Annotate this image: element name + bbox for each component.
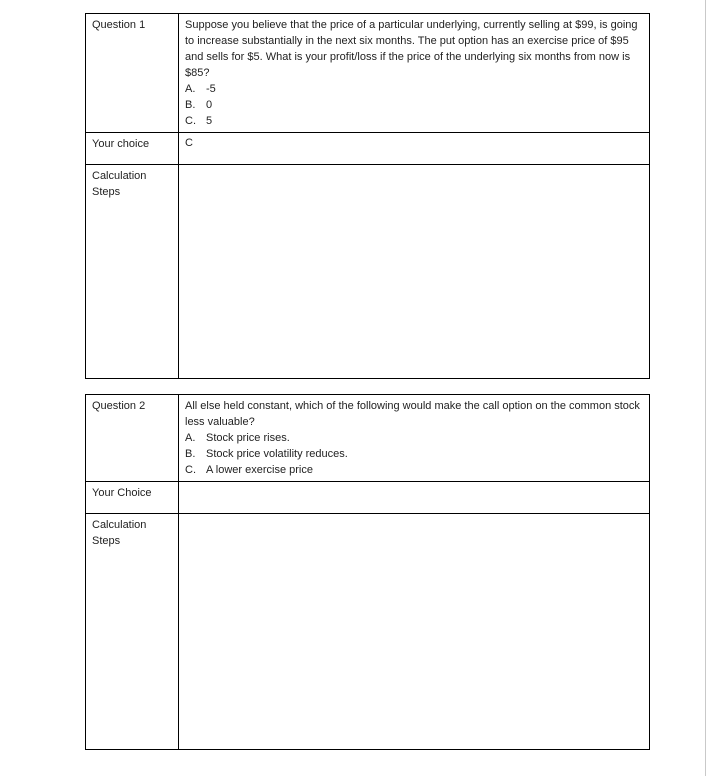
question-body <box>179 395 650 482</box>
option-letter: A. <box>185 432 196 444</box>
option-letter: B. <box>185 448 196 460</box>
choice-answer: C <box>185 137 193 149</box>
option-text: A lower exercise price <box>206 464 313 476</box>
choice-row <box>86 133 650 165</box>
steps-answer-cell[interactable] <box>179 514 650 750</box>
choice-label: Your Choice <box>86 482 179 514</box>
page-edge-line <box>705 0 706 776</box>
option-b <box>185 97 643 113</box>
option-letter: B. <box>185 99 196 111</box>
question-2-table <box>85 394 650 750</box>
question-row <box>86 395 650 482</box>
question-row <box>86 14 650 133</box>
question-body <box>179 14 650 133</box>
option-letter: C. <box>185 115 196 127</box>
choice-row <box>86 482 650 514</box>
choice-label: Your choice <box>86 133 179 165</box>
steps-label: Calculation Steps <box>86 514 179 750</box>
option-letter: C. <box>185 464 196 476</box>
steps-answer-cell[interactable] <box>179 165 650 379</box>
question-1-table <box>85 13 650 379</box>
option-b <box>185 446 643 462</box>
option-text: Stock price volatility reduces. <box>206 448 348 460</box>
choice-answer-cell[interactable] <box>179 133 650 165</box>
question-label: Question 2 <box>86 395 179 482</box>
option-text: -5 <box>206 83 216 95</box>
question-text: Suppose you believe that the price of a particular underlying, currently selling at $99, is going to increase substantially in the next six months. The put option has an exercise price of $95 and sells for $5. What is your profit/loss if the price of the underlying six months from now is $85? <box>185 19 638 79</box>
option-text: Stock price rises. <box>206 432 290 444</box>
option-a <box>185 430 643 446</box>
question-text: All else held constant, which of the following would make the call option on the common stock less valuable? <box>185 400 640 428</box>
option-letter: A. <box>185 83 196 95</box>
steps-label: Calculation Steps <box>86 165 179 379</box>
option-c <box>185 462 643 478</box>
question-label: Question 1 <box>86 14 179 133</box>
steps-row <box>86 514 650 750</box>
steps-row <box>86 165 650 379</box>
choice-answer-cell[interactable] <box>179 482 650 514</box>
option-text: 0 <box>206 99 213 111</box>
option-c <box>185 113 643 129</box>
option-text: 5 <box>206 115 213 127</box>
option-a <box>185 81 643 97</box>
